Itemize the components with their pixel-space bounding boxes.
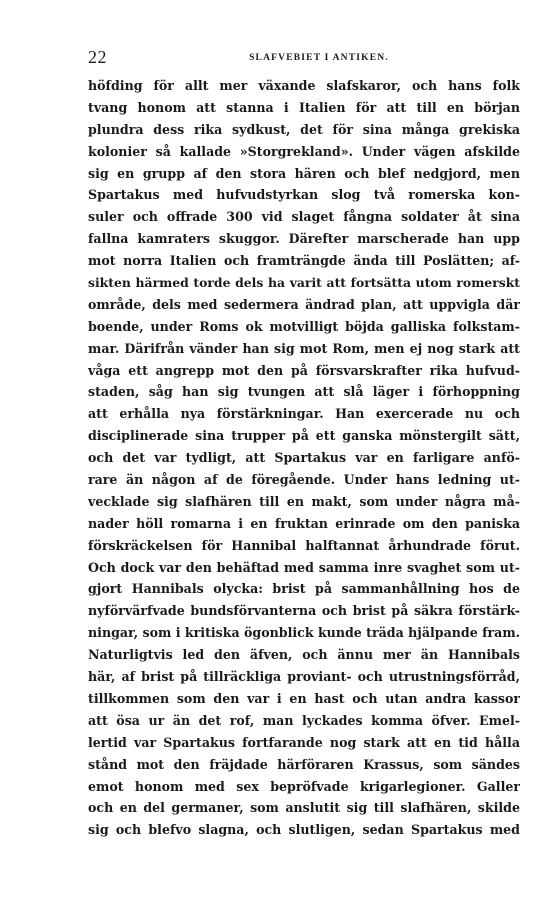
text-line: mot norra Italien och framträngde ända till Poslätten; af- <box>88 253 520 269</box>
text-line: lertid var Spartakus fortfarande nog stark att en tid hålla <box>88 734 520 750</box>
text-line: sig och blefvo slagna, och slutligen, sedan Spartakus med <box>88 822 520 838</box>
text-line: Naturligtvis led den äfven, och ännu mer än Hannibals <box>88 647 520 663</box>
text-line: gjort Hannibals olycka: brist på sammanhållning hos de <box>88 581 520 597</box>
text-line: mar. Därifrån vänder han sig mot Rom, men ej nog stark att <box>88 340 520 356</box>
text-line: sikten härmed torde dels ha varit att fortsätta utom romerskt <box>88 275 520 291</box>
text-line: här, af brist på tillräckliga proviant- och utrustningsförråd, <box>88 669 520 685</box>
text-line: stånd mot den fräjdade härföraren Krassus, som sändes <box>88 756 520 772</box>
text-line: fallna kamraters skuggor. Därefter marscherade han upp <box>88 231 520 247</box>
text-line: rare än någon af de föregående. Under hans ledning ut- <box>88 472 520 488</box>
text-line: staden, såg han sig tvungen att slå läger i förhoppning <box>88 384 520 400</box>
text-line: och det var tydligt, att Spartakus var en farligare anfö- <box>88 450 520 466</box>
text-line: plundra dess rika sydkust, det för sina många grekiska <box>88 121 520 137</box>
text-line: och en del germaner, som anslutit sig till slafhären, skilde <box>88 800 520 816</box>
text-line: tvang honom att stanna i Italien för att till en början <box>88 99 520 115</box>
text-line: boende, under Roms ok motvilligt böjda galliska folkstam- <box>88 318 520 334</box>
text-line: sig en grupp af den stora hären och blef nedgjord, men <box>88 165 520 181</box>
text-line: disciplinerade sina trupper på ett ganska mönstergilt sätt, <box>88 428 520 444</box>
text-line: ningar, som i kritiska ögonblick kunde träda hjälpande fram. <box>88 625 520 641</box>
text-line: nyförvärfvade bundsförvanterna och brist på säkra förstärk- <box>88 603 520 619</box>
text-line: vecklade sig slafhären till en makt, som under några må- <box>88 493 520 509</box>
text-line: suler och offrade 300 vid slaget fångna soldater åt sina <box>88 209 520 225</box>
text-line: kolonier så kallade »Storgrekland». Under vägen afskilde <box>88 143 520 159</box>
text-line: våga ett angrepp mot den på försvarskrafter rika hufvud- <box>88 362 520 378</box>
page-number: 22 <box>88 47 107 67</box>
text-line: emot honom med sex bepröfvade krigarlegioner. Galler <box>88 778 520 794</box>
text-line: nader höll romarna i en fruktan erinrade om den paniska <box>88 515 520 531</box>
book-page <box>88 47 520 841</box>
page-header <box>88 47 520 75</box>
running-head: SLAFVEBIET I ANTIKEN. <box>249 53 389 63</box>
text-line: Och dock var den behäftad med samma inre svaghet som ut- <box>88 559 520 575</box>
text-line: förskräckelsen för Hannibal halftannat århundrade förut. <box>88 537 520 553</box>
body-text <box>88 75 520 841</box>
text-line: att erhålla nya förstärkningar. Han exercerade nu och <box>88 406 520 422</box>
text-line: höfding för allt mer växande slafskaror, och hans folk <box>88 78 520 93</box>
text-line: tillkommen som den var i en hast och utan andra kassor <box>88 690 520 706</box>
text-line: att ösa ur än det rof, man lyckades komma öfver. Emel- <box>88 712 520 728</box>
text-line: Spartakus med hufvudstyrkan slog två romerska kon- <box>88 187 520 203</box>
text-line: område, dels med sedermera ändrad plan, att uppvigla där <box>88 296 520 312</box>
